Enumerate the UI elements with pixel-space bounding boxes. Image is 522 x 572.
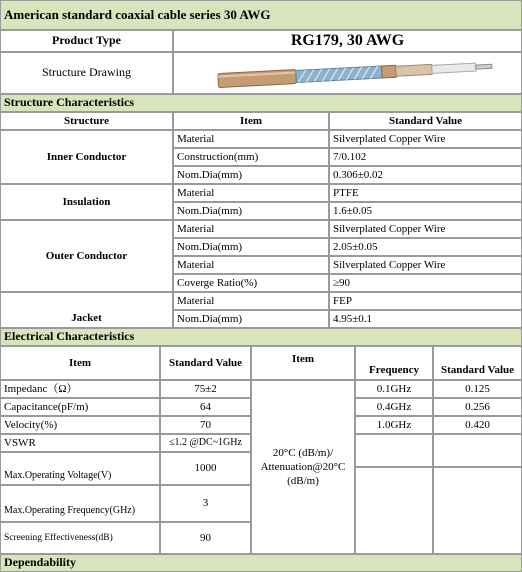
max-voltage-label: Max.Operating Voltage(V) <box>0 452 160 485</box>
attenuation-value-3: 0.420 <box>433 416 522 434</box>
screening-effectiveness-label: Screening Effectiveness(dB) <box>0 522 160 554</box>
product-type-value: RG179, 30 AWG <box>173 30 522 52</box>
outer-conductor-value-material: Silverplated Copper Wire <box>329 220 522 238</box>
inner-conductor-item-diameter: Nom.Dia(mm) <box>173 166 329 184</box>
max-voltage-value: 1000 <box>160 452 251 485</box>
velocity-label: Velocity(%) <box>0 416 160 434</box>
product-type-label: Product Type <box>0 30 173 52</box>
insulation-item-material: Material <box>173 184 329 202</box>
outer-conductor-value-material-2: Silverplated Copper Wire <box>329 256 522 274</box>
structure-drawing-label: Structure Drawing <box>0 52 173 94</box>
outer-conductor-item-coverage: Coverge Ratio(%) <box>173 274 329 292</box>
insulation-value-material: PTFE <box>329 184 522 202</box>
standard-value-header: Standard Value <box>329 112 522 130</box>
electrical-item-header-2: Item <box>251 346 355 380</box>
insulation-value-diameter: 1.6±0.05 <box>329 202 522 220</box>
cable-drawing-icon <box>174 53 522 94</box>
capacitance-label: Capacitance(pF/m) <box>0 398 160 416</box>
attenuation-value-1: 0.125 <box>433 380 522 398</box>
outer-conductor-item-material: Material <box>173 220 329 238</box>
item-header: Item <box>173 112 329 130</box>
max-frequency-label: Max.Operating Frequency(GHz) <box>0 485 160 522</box>
electrical-standard-value-header: Standard Value <box>160 346 251 380</box>
vswr-value: ≤1.2 @DC~1GHz <box>160 434 251 452</box>
inner-conductor-value-construction: 7/0.102 <box>329 148 522 166</box>
attenuation-frequency-2: 0.4GHz <box>355 398 433 416</box>
insulation-item-diameter: Nom.Dia(mm) <box>173 202 329 220</box>
outer-conductor-label: Outer Conductor <box>0 220 173 292</box>
frequency-header: Frequency <box>355 346 433 380</box>
attenuation-standard-value-header: Standard Value <box>433 346 522 380</box>
velocity-value: 70 <box>160 416 251 434</box>
outer-conductor-value-coverage: ≥90 <box>329 274 522 292</box>
inner-conductor-value-diameter: 0.306±0.02 <box>329 166 522 184</box>
jacket-value-material: FEP <box>329 292 522 310</box>
electrical-item-header: Item <box>0 346 160 380</box>
attenuation-empty-cell <box>355 434 433 467</box>
dependability-section-heading: Dependability <box>0 554 522 572</box>
max-frequency-value: 3 <box>160 485 251 522</box>
screening-effectiveness-value: 90 <box>160 522 251 554</box>
inner-conductor-value-material: Silverplated Copper Wire <box>329 130 522 148</box>
structure-drawing-cell <box>173 52 522 94</box>
insulation-label: Insulation <box>0 184 173 220</box>
outer-conductor-item-material-2: Material <box>173 256 329 274</box>
attenuation-value-2: 0.256 <box>433 398 522 416</box>
structure-section-heading: Structure Characteristics <box>0 94 522 112</box>
vswr-label: VSWR <box>0 434 160 452</box>
attenuation-frequency-1: 0.1GHz <box>355 380 433 398</box>
attenuation-frequency-3: 1.0GHz <box>355 416 433 434</box>
attenuation-empty-cell <box>433 467 522 554</box>
inner-conductor-label: Inner Conductor <box>0 130 173 184</box>
inner-conductor-item-material: Material <box>173 130 329 148</box>
inner-conductor-item-construction: Construction(mm) <box>173 148 329 166</box>
jacket-item-material: Material <box>173 292 329 310</box>
electrical-section-heading: Electrical Characteristics <box>0 328 522 346</box>
attenuation-empty-cell <box>433 434 522 467</box>
structure-header: Structure <box>0 112 173 130</box>
page-title: American standard coaxial cable series 30 AWG <box>0 0 522 30</box>
jacket-value-diameter: 4.95±0.1 <box>329 310 522 328</box>
outer-conductor-item-diameter: Nom.Dia(mm) <box>173 238 329 256</box>
jacket-item-diameter: Nom.Dia(mm) <box>173 310 329 328</box>
outer-conductor-value-diameter: 2.05±0.05 <box>329 238 522 256</box>
impedance-label: Impedanc（Ω） <box>0 380 160 398</box>
attenuation-empty-cell <box>355 467 433 554</box>
capacitance-value: 64 <box>160 398 251 416</box>
jacket-label: Jacket <box>0 292 173 328</box>
attenuation-label: 20°C (dB/m)/ Attenuation@20°C (dB/m) <box>251 380 355 554</box>
impedance-value: 75±2 <box>160 380 251 398</box>
